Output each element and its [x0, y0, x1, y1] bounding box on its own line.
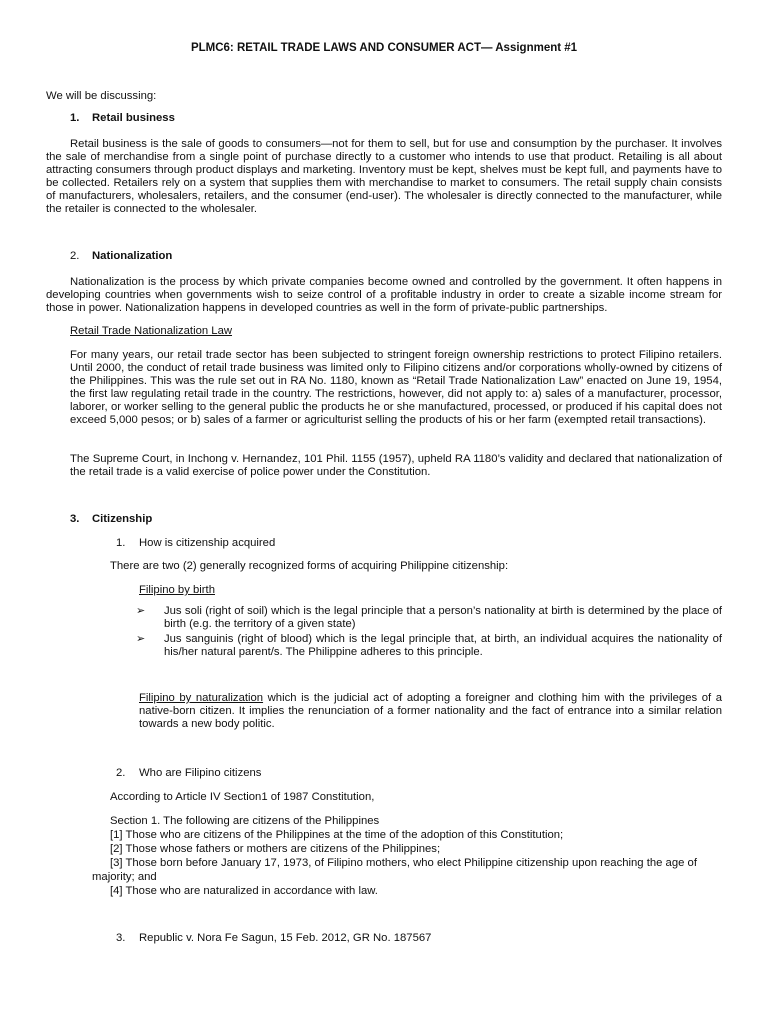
document-title: PLMC6: RETAIL TRADE LAWS AND CONSUMER ACT— Assignment #1 [190, 42, 578, 54]
citizen-item-3-continued: majority; and [92, 871, 157, 883]
retail-trade-law-heading: Retail Trade Nationalization Law [70, 325, 233, 337]
article-iv-intro: According to Article IV Section1 of 1987 Constitution, [110, 791, 375, 803]
section-1-number: 1. [70, 112, 80, 124]
question-2-text: Who are Filipino citizens [139, 767, 262, 779]
question-3-number: 3. [116, 932, 126, 944]
supreme-court-paragraph: The Supreme Court, in Inchong v. Hernandez, 101 Phil. 1155 (1957), upheld RA 1180’s validity and declared that nationalization of the retail trade is a valid exercise of police power under the Constitution. [70, 453, 722, 478]
citizen-item-2: [2] Those whose fathers or mothers are citizens of the Philippines; [110, 843, 441, 855]
arrow-bullet-icon: ➢ [136, 605, 146, 617]
citizen-item-1: [1] Those who are citizens of the Philippines at the time of the adoption of this Constitution; [110, 829, 564, 841]
section-2-heading: Nationalization [92, 250, 173, 262]
section-2-number: 2. [70, 250, 80, 262]
jus-sanguinis-text: Jus sanguinis (right of blood) which is the legal principle that, at birth, an individual acquires the nationality of his/her natural parent/s. The Philippine adheres to this principle. [164, 633, 722, 658]
arrow-bullet-icon: ➢ [136, 633, 146, 645]
naturalization-paragraph [139, 692, 722, 731]
section-3-number: 3. [70, 513, 80, 525]
section-1-statement: Section 1. The following are citizens of the Philippines [110, 815, 380, 827]
jus-soli-text: Jus soli (right of soil) which is the legal principle that a person’s nationality at birth is determined by the place of birth (e.g. the territory of a given state) [164, 605, 722, 630]
retail-paragraph: Retail business is the sale of goods to consumers—not for them to sell, but for use and consumption by the purchaser. It involves the sale of merchandise from a single point of purchase directly to a customer who intends to use that product. Retailing is all about attracting consumers through product displays and marketing. Inventory must be kept, shelves must be kept full, and payments have to be collected. Retailers rely on a system that supplies them with merchandise to market to consumers. The retail supply chain consists of manufacturers, wholesalers, retailers, and the consumer (end-user). The wholesaler is directly connected to the manufacturer, while the retailer is connected to the wholesaler. [46, 138, 722, 215]
naturalization-term: Filipino by naturalization [139, 692, 264, 704]
citizenship-forms-intro: There are two (2) generally recognized forms of acquiring Philippine citizenship: [110, 560, 509, 572]
question-1-number: 1. [116, 537, 126, 549]
bullet-jus-soli [136, 605, 722, 631]
question-1-text: How is citizenship acquired [139, 537, 276, 549]
question-3-text: Republic v. Nora Fe Sagun, 15 Feb. 2012, GR No. 187567 [139, 932, 432, 944]
question-2-number: 2. [116, 767, 126, 779]
retail-trade-law-paragraph: For many years, our retail trade sector has been subjected to stringent foreign ownership restrictions to protect Filipino retailers. Until 2000, the conduct of retail trade business was limited only to Filipino citizens and/or corporations wholly-owned by citizens of the Philippines. This was the rule set out in RA No. 1180, known as “Retail Trade Nationalization Law” enacted on June 19, 1954, the first law regulating retail trade in the country. The restrictions, however, did not apply to: a) sales of a manufacturer, processor, laborer, or worker selling to the general public the products he or she manufactured, processed, or produced if his capital does not exceed 5,000 pesos; or b) sales of a farmer or agriculturist selling the products of his or her farm (exempted retail transactions). [70, 349, 722, 426]
section-3-heading: Citizenship [92, 513, 153, 525]
section-1-heading: Retail business [92, 112, 175, 124]
intro-text: We will be discussing: [46, 90, 157, 102]
citizen-item-4: [4] Those who are naturalized in accordance with law. [110, 885, 378, 897]
filipino-by-birth-heading: Filipino by birth [139, 584, 215, 596]
bullet-jus-sanguinis [136, 633, 722, 659]
citizen-item-3: [3] Those born before January 17, 1973, of Filipino mothers, who elect Philippine citizenship upon reaching the age of [110, 857, 697, 869]
nationalization-paragraph: Nationalization is the process by which private companies become owned and controlled by the government. It often happens in developing countries when governments wish to seize control of a profitable industry in order to create a sizable income stream for those in power. Nationalization happens in developed countries as well in the form of private-public partnerships. [46, 276, 722, 314]
naturalization-description: which is the judicial act of adopting a foreigner and clothing him with the privileges of a native-born citizen. It implies the renunciation of a former nationality and the fact of entrance into a similar relation towards a new body politic. [139, 692, 722, 730]
